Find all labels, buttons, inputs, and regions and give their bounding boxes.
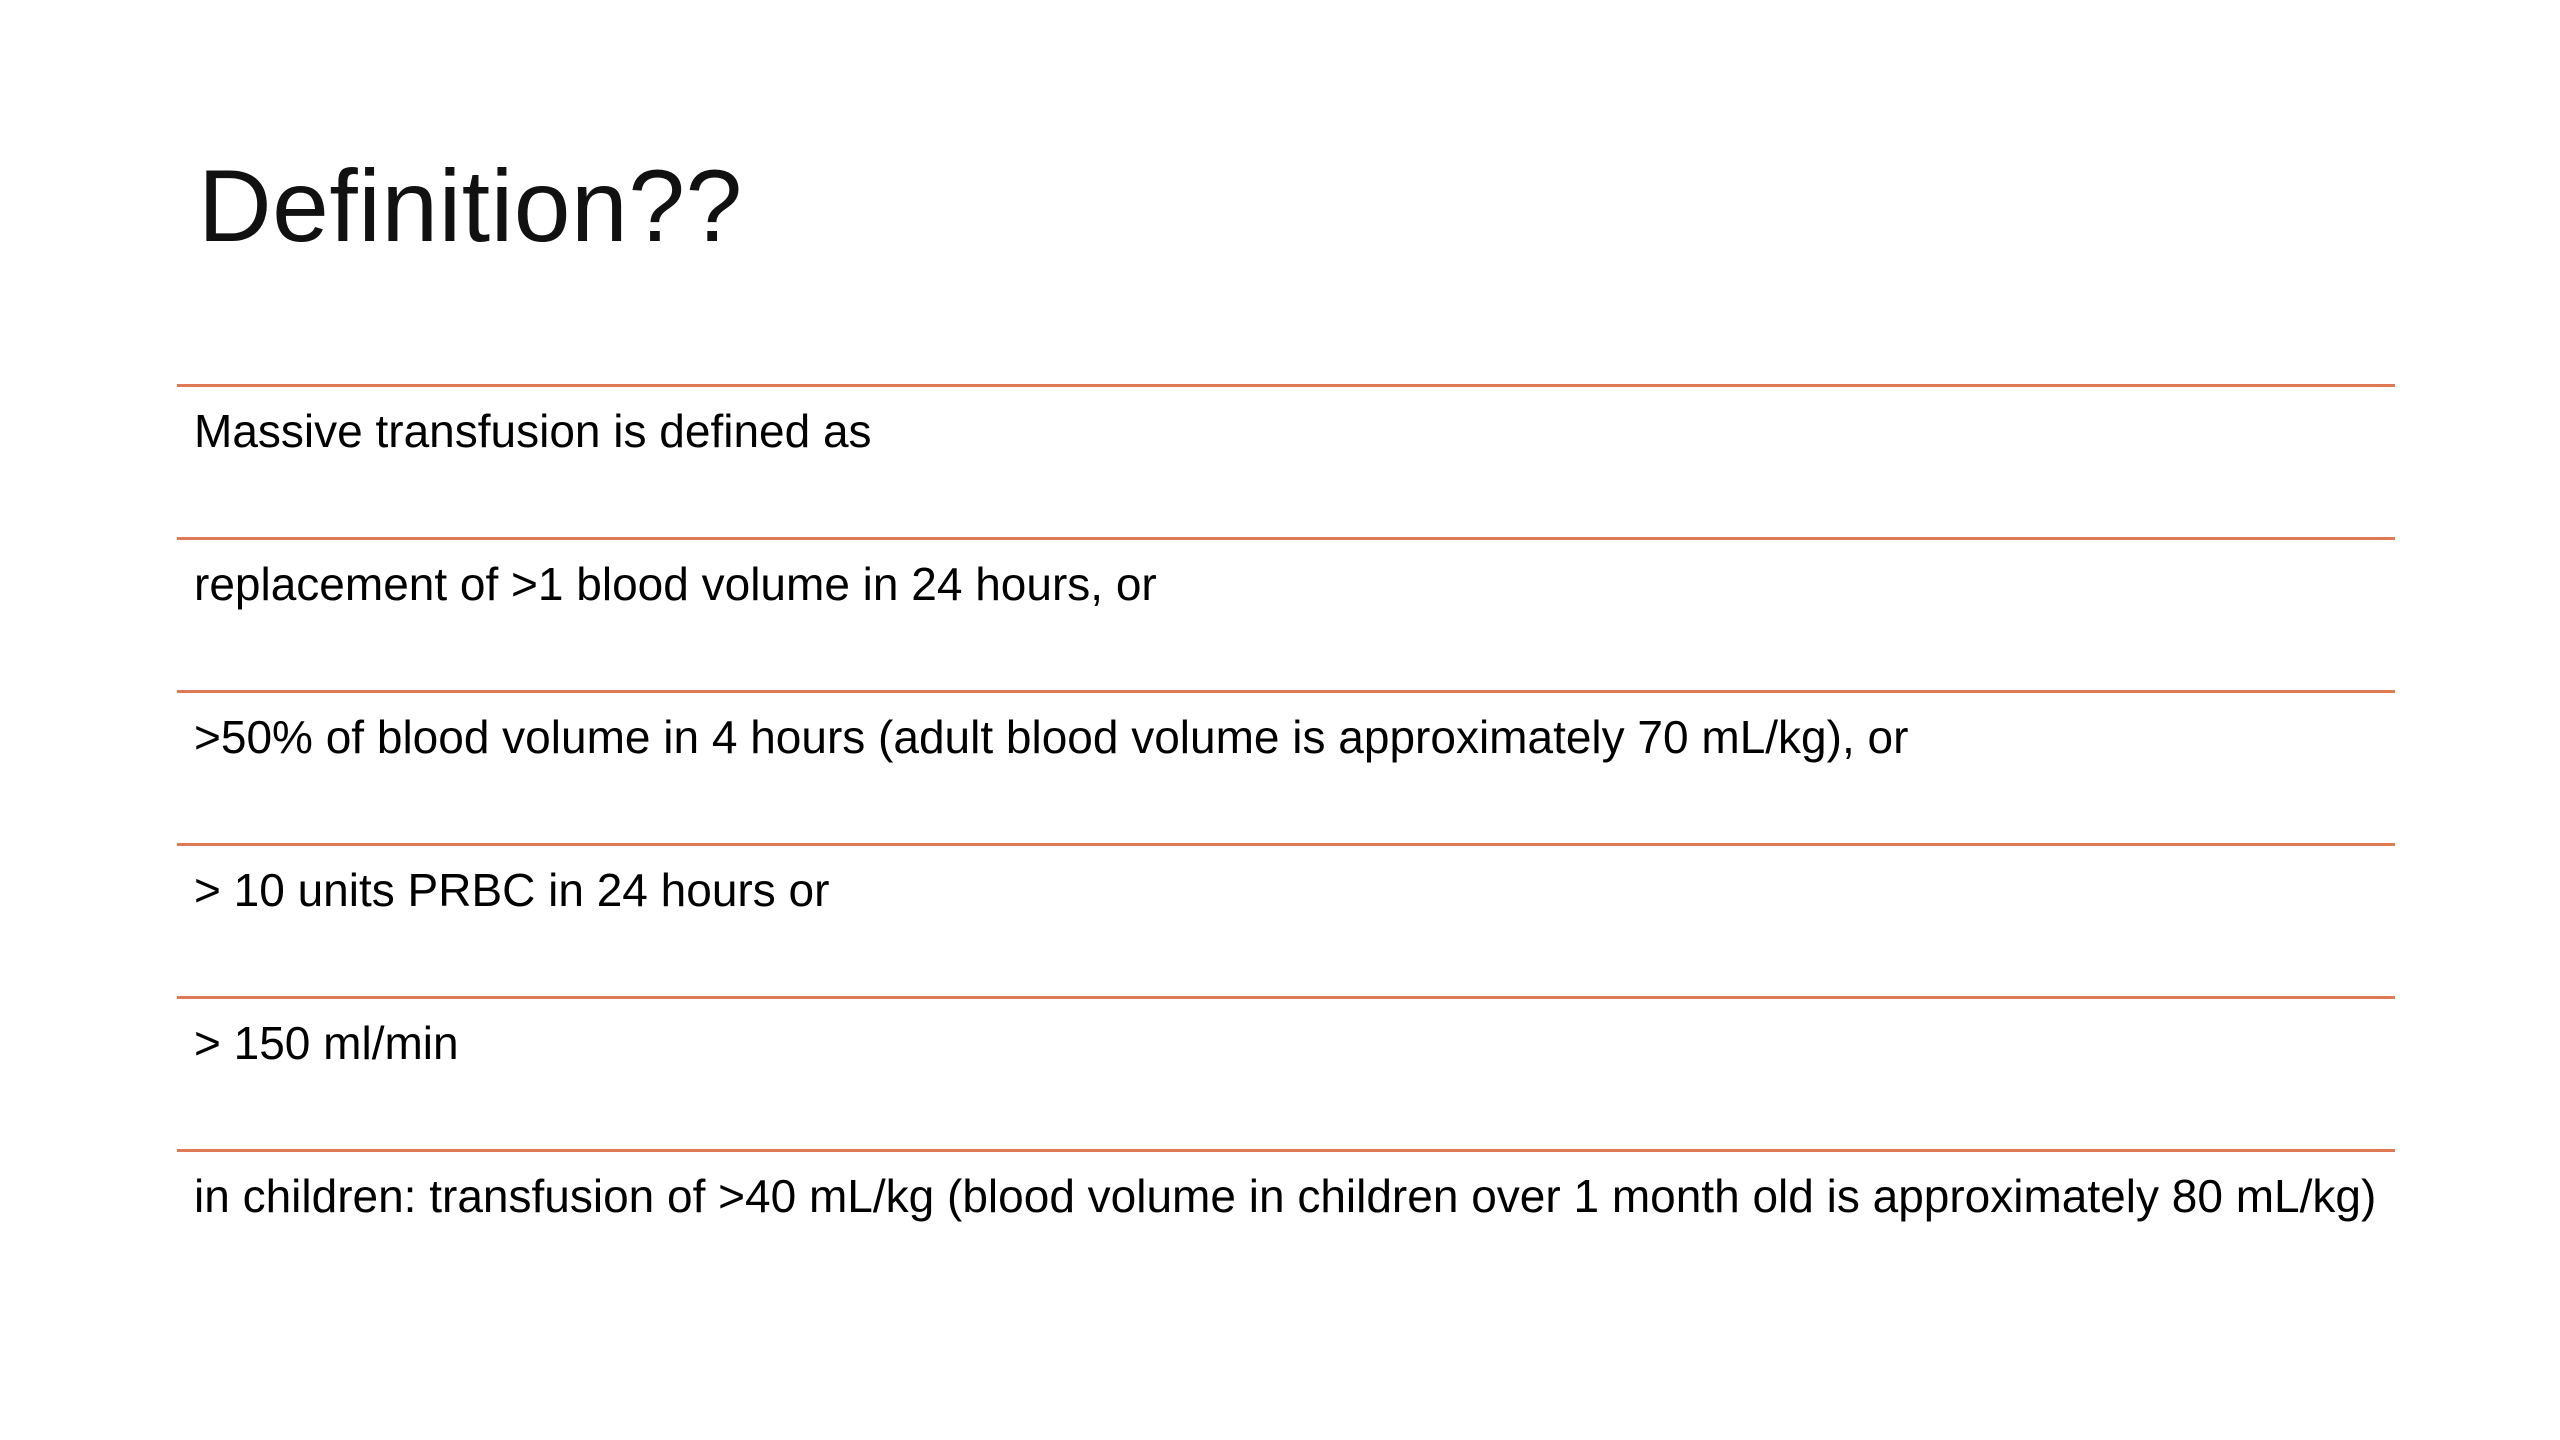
- list-item: >50% of blood volume in 4 hours (adult blood volume is approximately 70 mL/kg), or: [177, 690, 2395, 843]
- list-item: > 150 ml/min: [177, 996, 2395, 1149]
- list-item: Massive transfusion is defined as: [177, 384, 2395, 537]
- list-item: > 10 units PRBC in 24 hours or: [177, 843, 2395, 996]
- definition-list: [177, 384, 2395, 1329]
- list-item: replacement of >1 blood volume in 24 hours, or: [177, 537, 2395, 690]
- list-item: in children: transfusion of >40 mL/kg (blood volume in children over 1 month old is approximately 80 mL/kg): [177, 1149, 2395, 1329]
- slide-title: Definition??: [198, 149, 743, 263]
